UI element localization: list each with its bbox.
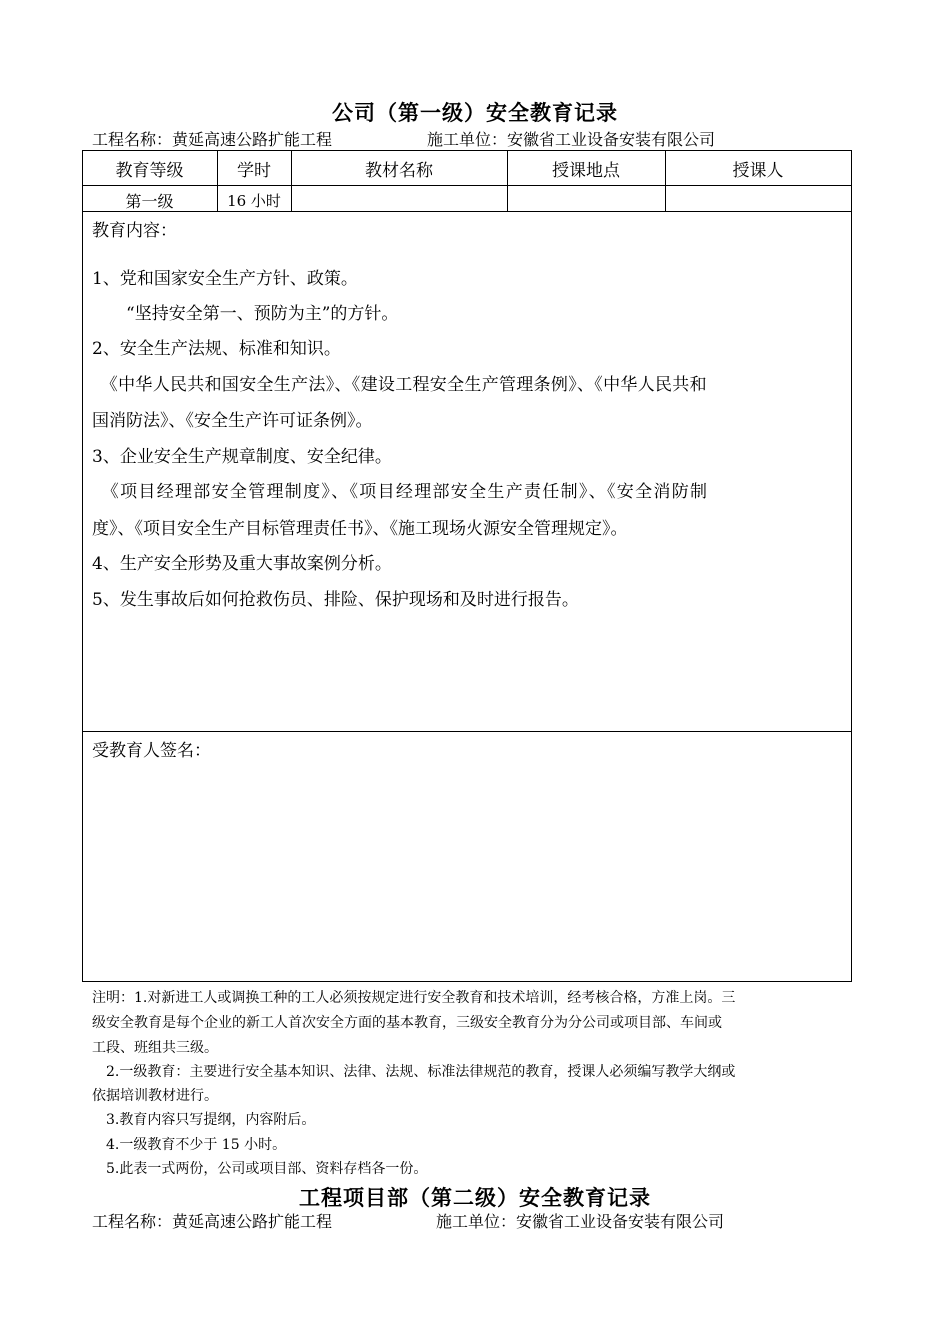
content-line: 2、安全生产法规、标准和知识。 xyxy=(92,339,341,359)
content-line: “坚持安全第一、预防为主”的方针。 xyxy=(92,304,399,324)
note-line: 注明：1.对新进工人或调换工种的工人必须按规定进行安全教育和技术培训，经考核合格，方准上岗。三 xyxy=(92,990,736,1006)
signature-label: 受教育人签名： xyxy=(92,741,211,761)
content-line: 3、企业安全生产规章制度、安全纪律。 xyxy=(92,447,392,467)
cell-education-level: 第一级 xyxy=(125,192,174,211)
content-line: 1、党和国家安全生产方针、政策。 xyxy=(92,269,358,289)
note-line: 5.此表一式两份，公司或项目部、资料存档各一份。 xyxy=(92,1161,428,1177)
note-line: 工段、班组共三级。 xyxy=(92,1040,218,1056)
content-line: 度》、《项目安全生产目标管理责任书》、《施工现场火源安全管理规定》。 xyxy=(92,519,628,539)
content-line: 4、生产安全形势及重大事故案例分析。 xyxy=(92,554,392,574)
record2-title: 工程项目部（第二级）安全教育记录 xyxy=(299,1185,651,1210)
record1-title: 公司（第一级）安全教育记录 xyxy=(332,100,618,125)
cell-hours: 16 小时 xyxy=(227,192,281,210)
content-line: 5、发生事故后如何抢救伤员、排险、保护现场和及时进行报告。 xyxy=(92,590,579,610)
note-line: 4.一级教育不少于 15 小时。 xyxy=(92,1137,287,1153)
signature-area[interactable] xyxy=(90,765,840,970)
note-line: 级安全教育是每个企业的新工人首次安全方面的基本教育，三级安全教育分为分公司或项目部、车间或 xyxy=(92,1015,722,1031)
header-instructor: 授课人 xyxy=(732,161,784,181)
record1-project-name: 工程名称：黄延高速公路扩能工程 xyxy=(92,130,333,149)
record2-construction-unit: 施工单位：安徽省工业设备安装有限公司 xyxy=(436,1212,725,1231)
record2-project-name: 工程名称：黄延高速公路扩能工程 xyxy=(92,1212,333,1231)
note-line: 依据培训教材进行。 xyxy=(92,1088,218,1104)
content-label: 教育内容： xyxy=(92,221,177,241)
note-line: 2.一级教育：主要进行安全基本知识、法律、法规、标准法律规范的教育，授课人必须编写教学大纲或 xyxy=(92,1064,736,1080)
header-education-level: 教育等级 xyxy=(115,161,184,181)
note-line: 3.教育内容只写提纲，内容附后。 xyxy=(92,1112,316,1128)
record1-construction-unit: 施工单位：安徽省工业设备安装有限公司 xyxy=(427,130,716,149)
header-location: 授课地点 xyxy=(552,161,620,181)
header-hours: 学时 xyxy=(237,161,271,181)
content-line: 《中华人民共和国安全生产法》、《建设工程安全生产管理条例》、《中华人民共和 xyxy=(92,375,707,395)
content-line: 国消防法》、《安全生产许可证条例》。 xyxy=(92,411,373,431)
header-material-name: 教材名称 xyxy=(365,161,433,181)
content-line: 《项目经理部安全管理制度》、《项目经理部安全生产责任制》、《安全消防制 xyxy=(92,482,709,502)
